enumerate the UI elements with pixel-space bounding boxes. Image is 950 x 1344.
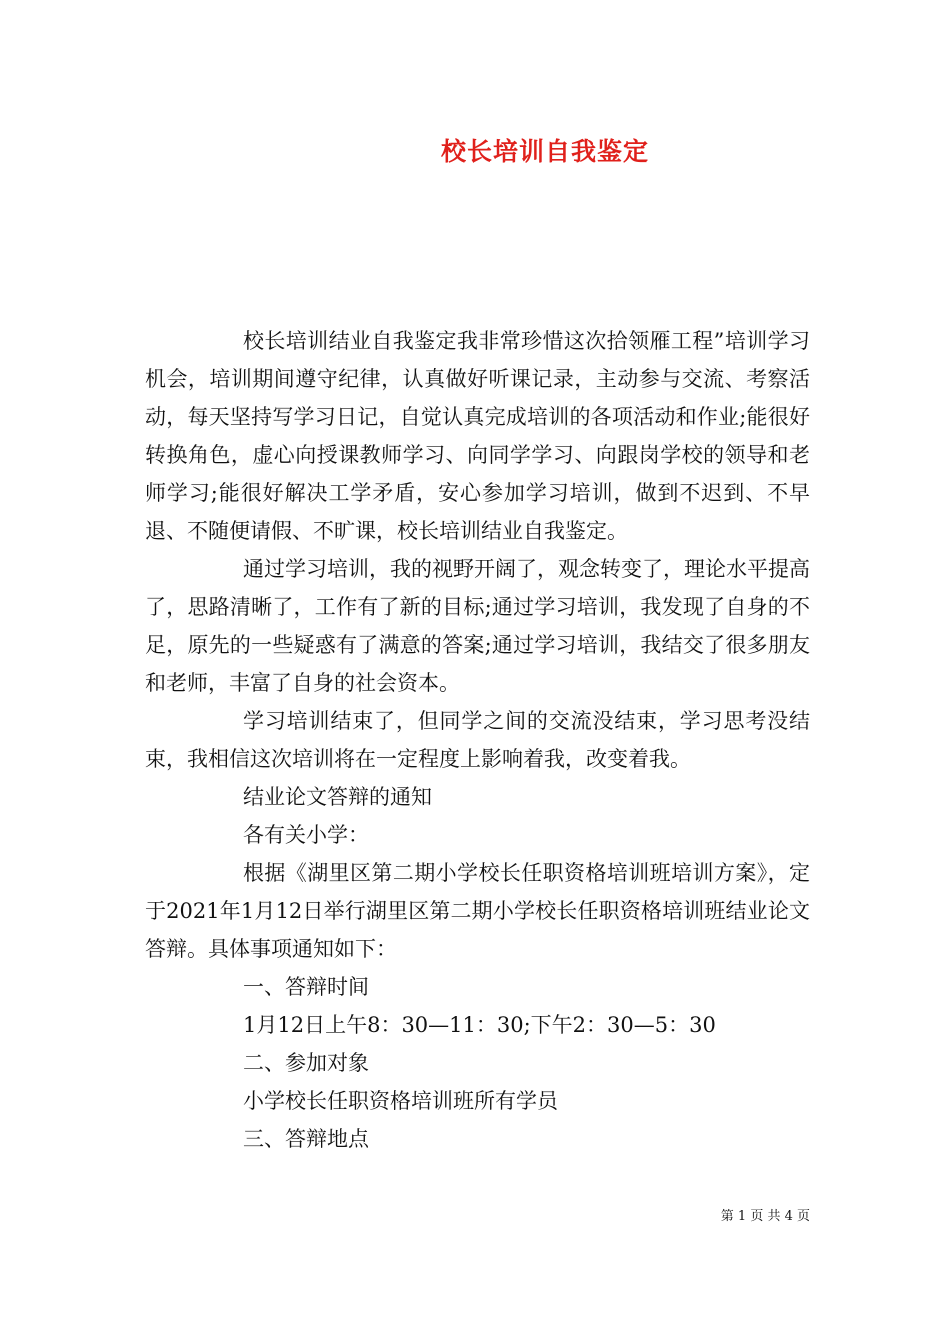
section-heading-location: 三、答辩地点 <box>243 1127 369 1151</box>
paragraph-self-assessment: 校长培训结业自我鉴定我非常珍惜这次拾领雁工程”培训学习机会，培训期间遵守纪律，认真做好听课记录，主动参与交流、考察活动，每天坚持写学习日记，自觉认真完成培训的各项活动和作业;能很好转换角色，虚心向授课教师学习、向同学学习、向跟岗学校的领导和老师学习;能很好解决工学矛盾，安心参加学习培训，做到不迟到、不早退、不随便请假、不旷课，校长培训结业自我鉴定。 <box>145 329 810 543</box>
section-content-participants: 小学校长任职资格培训班所有学员 <box>243 1089 558 1113</box>
document-body <box>145 322 810 1158</box>
section-content-time: 1月12日上午8：30—11：30;下午2：30—5：30 <box>243 1013 716 1037</box>
notice-intro: 根据《湖里区第二期小学校长任职资格培训班培训方案》，定于2021年1月12日举行湖里区第二期小学校长任职资格培训班结业论文答辩。具体事项通知如下： <box>145 861 810 961</box>
section-heading-time: 一、答辩时间 <box>243 975 369 999</box>
notice-heading: 结业论文答辩的通知 <box>243 785 432 809</box>
paragraph-training-end: 学习培训结束了，但同学之间的交流没结束，学习思考没结束，我相信这次培训将在一定程度上影响着我，改变着我。 <box>145 709 810 771</box>
paragraph-training-gains: 通过学习培训，我的视野开阔了，观念转变了，理论水平提高了，思路清晰了，工作有了新的目标;通过学习培训，我发现了自身的不足，原先的一些疑惑有了满意的答案;通过学习培训，我结交了很多朋友和老师，丰富了自身的社会资本。 <box>145 557 810 695</box>
notice-salutation: 各有关小学： <box>243 823 369 847</box>
page-indicator: 第 1 页 共 4 页 <box>720 1209 810 1224</box>
document-title: 校长培训自我鉴定 <box>440 137 649 166</box>
section-heading-participants: 二、参加对象 <box>243 1051 369 1075</box>
